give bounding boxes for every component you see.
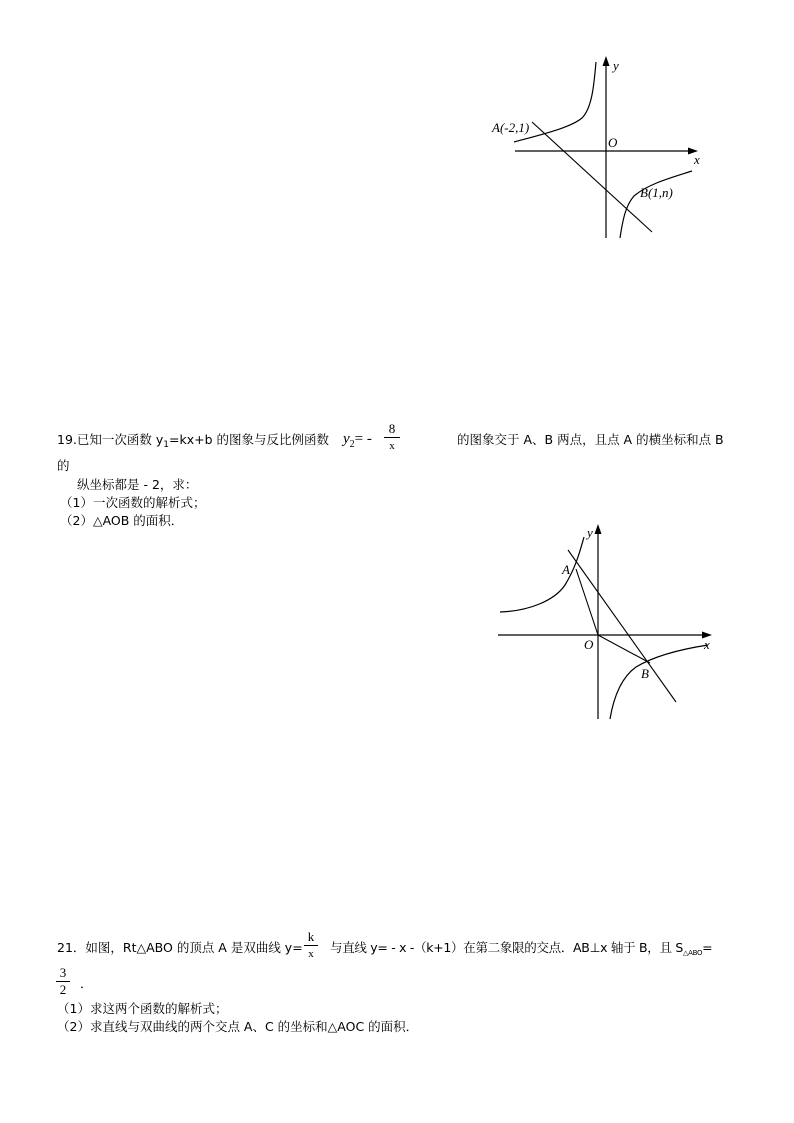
problem-21-subscript-abo: △ABO — [683, 949, 703, 957]
figure-1-label-a: A(-2,1) — [492, 120, 530, 135]
problem-19-fraction-denominator: x — [389, 440, 395, 452]
problem-21-fraction-k-denominator: x — [308, 948, 314, 960]
figure-2-label-x: x — [704, 637, 710, 652]
figure-2-label-y: y — [587, 525, 593, 540]
problem-21-line-2-tail: ． — [80, 976, 93, 991]
problem-19-line-1-wrap: 的 — [57, 458, 70, 473]
figure-1-line — [532, 122, 652, 232]
figure-2-line-ab — [568, 550, 676, 702]
figure-2-label-b: B — [641, 666, 649, 681]
figure-1-label-b: B(1,n) — [640, 185, 673, 200]
figure-1-label-x: x — [694, 152, 700, 167]
problem-21-fraction-2-denominator: 2 — [59, 982, 67, 997]
problem-19-item-1: （1）一次函数的解析式； — [60, 495, 206, 510]
problem-19-sub-1: 1 — [163, 440, 169, 450]
problem-19-item-2: （2）△AOB 的面积． — [60, 513, 184, 528]
figure-2-segment-ob — [598, 635, 650, 663]
figure-1-label-y: y — [613, 58, 619, 73]
figure-2-hyperbola-right — [610, 645, 708, 719]
figure-2-hyperbola-left — [500, 537, 584, 612]
problem-21-fraction-3-numerator: 3 — [59, 965, 67, 980]
problem-21-line-1-part-b — [330, 940, 712, 961]
problem-19-line-2: 纵坐标都是 - 2，求： — [77, 477, 198, 492]
problem-21-fraction-k-bar — [304, 945, 318, 946]
problem-21-fraction-3-2 — [56, 966, 70, 997]
problem-19-text-b: =kx+b 的图象与反比例函数 — [169, 432, 329, 447]
figure-2-label-o: O — [584, 637, 594, 652]
problem-21-item-1: （1）求这两个函数的解析式； — [57, 1001, 228, 1016]
problem-19-y2-expression — [343, 430, 372, 454]
problem-21-fraction-k-numerator: k — [307, 929, 315, 944]
problem-19-line-1-part-a — [57, 432, 329, 453]
problem-21-item-2: （2）求直线与双曲线的两个交点 A、C 的坐标和△AOC 的面积． — [57, 1019, 419, 1034]
problem-19-y2-symbol: y — [343, 431, 350, 447]
figure-2-graph — [490, 515, 720, 725]
figure-1-hyperbola-right — [620, 171, 692, 238]
problem-19-fraction — [384, 422, 400, 453]
figure-1-y-arrow — [603, 56, 610, 66]
figure-1-graph — [480, 50, 720, 250]
problem-21-line-1-part-a: 21．如图，Rt△ABO 的顶点 A 是双曲线 y= — [57, 940, 303, 955]
problem-19-y2-sub: 2 — [349, 439, 355, 450]
problem-19-text-a: 19.已知一次函数 y — [57, 432, 164, 447]
figure-2-segment-oa — [576, 569, 598, 635]
problem-19-fraction-bar — [384, 437, 400, 438]
figure-2-y-arrow — [595, 524, 602, 534]
figure-1-label-o: O — [608, 135, 618, 150]
problem-19-fraction-numerator: 8 — [388, 421, 396, 436]
figure-2-label-a: A — [562, 562, 570, 577]
problem-19-line-1-part-c: 的图象交于 A、B 两点，且点 A 的横坐标和点 B — [457, 432, 724, 447]
problem-19-y2-equals: = - — [354, 431, 372, 447]
problem-21-fraction-k-x — [304, 930, 318, 961]
problem-21-text-c: = — [702, 940, 713, 955]
problem-21-text-b: 与直线 y= - x -（k+1）在第二象限的交点．AB⊥x 轴于 B，且 S — [330, 940, 683, 955]
